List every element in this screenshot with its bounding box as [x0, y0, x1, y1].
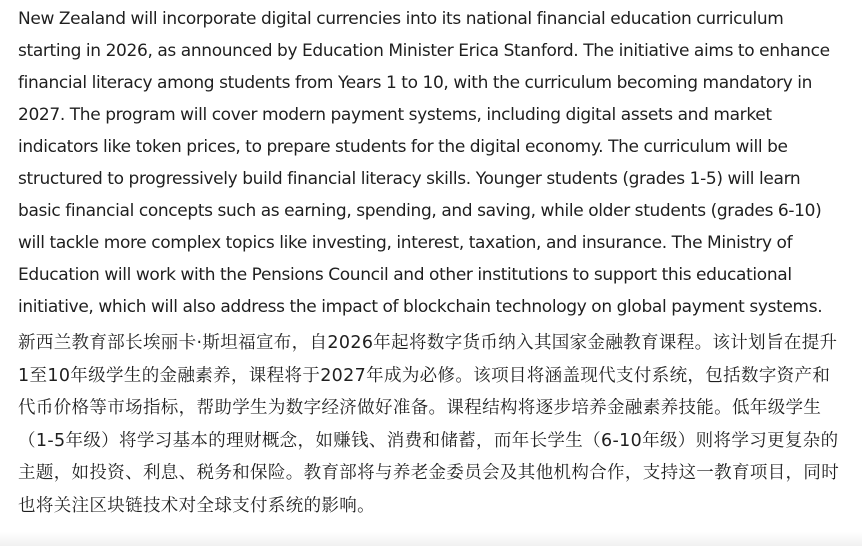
paragraph-chinese: 新西兰教育部长埃丽卡·斯坦福宣布，自2026年起将数字货币纳入其国家金融教育课程。该计划旨在提升1至10年级学生的金融素养，课程将于2027年成为必修。该项目将涵盖现代支付系统，包括数字资产和代币价格等市场指标，帮助学生为数字经济做好准备。课程结构将逐步培养金融素养技能。低年级学生（1-5年级）将学习基本的理财概念，如赚钱、消费和储蓄，而年长学生（6-10年级）则将学习更复杂的主题，如投资、利息、税务和保险。教育部将与养老金委员会及其他机构合作，支持这一教育项目，同时也将关注区块链技术对全球支付系统的影响。: [18, 333, 840, 516]
bottom-edge-shade: [0, 532, 862, 546]
paragraph-english: New Zealand will incorporate digital currencies into its national financial education curriculum starting in 2026, as announced by Education Minister Erica Stanford. The initiative aims to enhance financial literacy among students from Years 1 to 10, with the curriculum becoming mandatory in 2027. The program will cover modern payment systems, including digital assets and market indicators like token prices, to prepare students for the digital economy. The curriculum will be structured to progressively build financial literacy skills. Younger students (grades 1-5) will learn basic financial concepts such as earning, spending, and saving, while older students (grades 6-10) will tackle more complex topics like investing, interest, taxation, and insurance. The Ministry of Education will work with the Pensions Council and other institutions to support this educational initiative, which will also address the impact of blockchain technology on global payment systems.: [18, 9, 830, 317]
